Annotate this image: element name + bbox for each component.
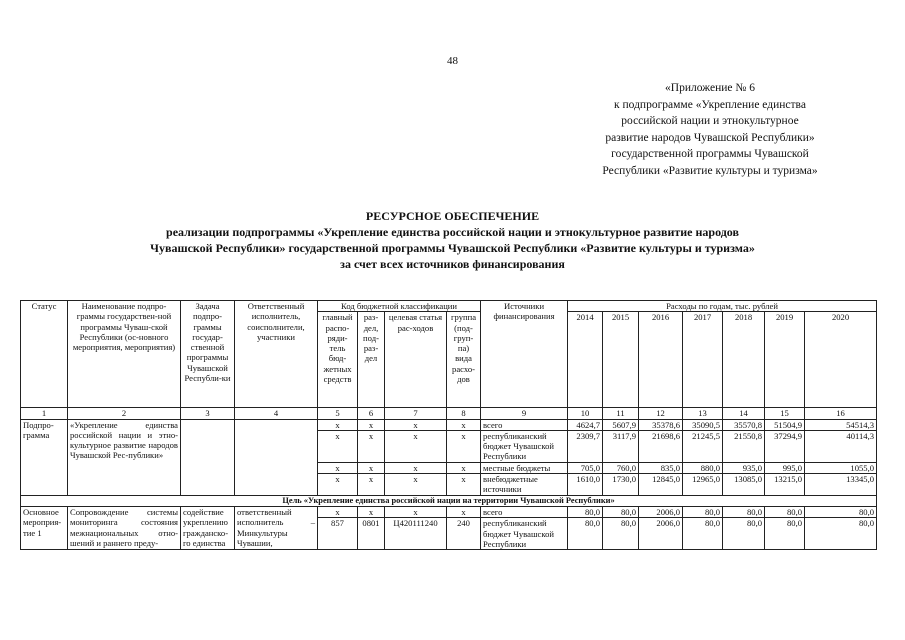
value-cell: 13345,0 [805, 474, 877, 496]
target-cell: x [385, 506, 447, 517]
header-year: 2019 [765, 312, 805, 408]
column-number: 12 [639, 408, 683, 419]
value-cell: 80,0 [683, 518, 723, 550]
value-cell: 13215,0 [765, 474, 805, 496]
column-number-row [21, 408, 877, 419]
appendix-line: к подпрограмме «Укрепление единства [614, 98, 806, 111]
header-executor: Ответственный исполнитель, соисполнители, участники [235, 301, 318, 408]
target-cell: Ц420111240 [385, 518, 447, 550]
value-cell: 80,0 [723, 518, 765, 550]
header-year: 2014 [568, 312, 603, 408]
grbs-cell: 857 [318, 518, 358, 550]
value-cell: 21550,8 [723, 430, 765, 462]
appendix-line: Республики «Развитие культуры и туризма» [602, 164, 818, 177]
column-number: 10 [568, 408, 603, 419]
grbs-cell: x [318, 474, 358, 496]
column-number: 8 [447, 408, 481, 419]
column-number: 16 [805, 408, 877, 419]
header-name: Наименование подпро-граммы государствен-ной программы Чуваш-ской Республики (ос-новного мероприятия, мероприятия) [68, 301, 181, 408]
target-cell: x [385, 419, 447, 430]
title-heading: РЕСУРСНОЕ ОБЕСПЕЧЕНИЕ [365, 209, 540, 223]
column-number: 7 [385, 408, 447, 419]
value-cell: 54514,3 [805, 419, 877, 430]
value-cell: 2006,0 [639, 506, 683, 517]
group-cell: x [447, 506, 481, 517]
title-line: за счет всех источников финансирования [340, 257, 565, 271]
activity-status: Основное мероприя-тие 1 [21, 506, 68, 549]
value-cell: 1610,0 [568, 474, 603, 496]
activity-executor: ответственный исполнитель – Минкультуры Чувашии, [235, 506, 318, 549]
value-cell: 35570,8 [723, 419, 765, 430]
group-cell: x [447, 430, 481, 462]
grbs-cell: x [318, 419, 358, 430]
target-cell: x [385, 430, 447, 462]
value-cell: 995,0 [765, 462, 805, 473]
column-number: 3 [181, 408, 235, 419]
grbs-cell: x [318, 506, 358, 517]
appendix-note [540, 80, 880, 179]
column-number: 15 [765, 408, 805, 419]
header-year: 2015 [603, 312, 639, 408]
column-number: 5 [318, 408, 358, 419]
value-cell: 21698,6 [639, 430, 683, 462]
header-year: 2020 [805, 312, 877, 408]
table-row [21, 419, 877, 430]
header-status: Статус [21, 301, 68, 408]
header-year: 2017 [683, 312, 723, 408]
value-cell: 2309,7 [568, 430, 603, 462]
value-cell: 1055,0 [805, 462, 877, 473]
value-cell: 3117,9 [603, 430, 639, 462]
source-cell: местные бюджеты [481, 462, 568, 473]
header-grbs: главный распо-ряди-тель бюд-жетных средств [318, 312, 358, 408]
value-cell: 935,0 [723, 462, 765, 473]
section-cell: x [358, 474, 385, 496]
activity-name: Сопровождение системы мониторинга состояния межнациональных отно-шений и раннего преду- [68, 506, 181, 549]
column-number: 2 [68, 408, 181, 419]
group-cell: x [447, 462, 481, 473]
table-row [21, 506, 877, 517]
appendix-line: государственной программы Чувашской [611, 148, 809, 160]
value-cell: 12965,0 [683, 474, 723, 496]
source-cell: республиканский бюджет Чувашской Республики [481, 518, 568, 550]
value-cell: 760,0 [603, 462, 639, 473]
group-cell: 240 [447, 518, 481, 550]
column-number: 1 [21, 408, 68, 419]
value-cell: 80,0 [723, 506, 765, 517]
value-cell: 4624,7 [568, 419, 603, 430]
subprogram-name: «Укрепление единства российской нации и этно-культурное развитие народов Чувашской Рес-публики» [68, 419, 181, 495]
column-number: 6 [358, 408, 385, 419]
section-cell: x [358, 430, 385, 462]
source-cell: внебюджетные источники [481, 474, 568, 496]
value-cell: 12845,0 [639, 474, 683, 496]
header-section: раз-дел, под-раз-дел [358, 312, 385, 408]
page-number: 48 [447, 55, 458, 67]
section-cell: 0801 [358, 518, 385, 550]
column-number: 14 [723, 408, 765, 419]
value-cell: 37294,9 [765, 430, 805, 462]
value-cell: 2006,0 [639, 518, 683, 550]
value-cell: 1730,0 [603, 474, 639, 496]
group-cell: x [447, 474, 481, 496]
header-group: группа (под-груп-па) вида расхо-дов [447, 312, 481, 408]
subprogram-task [181, 419, 235, 495]
value-cell: 80,0 [603, 506, 639, 517]
resource-table [20, 300, 877, 550]
value-cell: 35378,6 [639, 419, 683, 430]
header-row [21, 301, 877, 312]
value-cell: 80,0 [568, 518, 603, 550]
appendix-line: «Приложение № 6 [665, 82, 755, 94]
grbs-cell: x [318, 462, 358, 473]
goal-row [21, 495, 877, 506]
source-cell: всего [481, 419, 568, 430]
section-cell: x [358, 506, 385, 517]
appendix-line: развитие народов Чувашской Республики» [605, 131, 815, 144]
column-number: 11 [603, 408, 639, 419]
appendix-line: российской нации и этнокультурное [621, 115, 799, 127]
value-cell: 80,0 [765, 518, 805, 550]
value-cell: 21245,5 [683, 430, 723, 462]
value-cell: 80,0 [805, 506, 877, 517]
value-cell: 13085,0 [723, 474, 765, 496]
header-sources: Источники финансирования [481, 301, 568, 408]
title-line: Чувашской Республики» государственной программы Чувашской Республики «Развитие культуры и туризма» [150, 241, 755, 255]
grbs-cell: x [318, 430, 358, 462]
column-number: 4 [235, 408, 318, 419]
section-cell: x [358, 462, 385, 473]
source-cell: всего [481, 506, 568, 517]
value-cell: 80,0 [603, 518, 639, 550]
value-cell: 80,0 [805, 518, 877, 550]
target-cell: x [385, 462, 447, 473]
source-cell: республиканский бюджет Чувашской Республики [481, 430, 568, 462]
subprogram-status: Подпро-грамма [21, 419, 68, 495]
activity-task: содействие укреплению гражданско-го единства [181, 506, 235, 549]
header-budget-code: Код бюджетной классификации [318, 301, 481, 312]
header-year: 2018 [723, 312, 765, 408]
column-number: 13 [683, 408, 723, 419]
title-line: реализации подпрограммы «Укрепление единства российской нации и этнокультурное развитие народов [166, 225, 739, 239]
value-cell: 835,0 [639, 462, 683, 473]
value-cell: 80,0 [683, 506, 723, 517]
value-cell: 5607,9 [603, 419, 639, 430]
goal-text: Цель «Укрепление единства российской нации на территории Чувашской Республики» [21, 495, 877, 506]
value-cell: 80,0 [568, 506, 603, 517]
header-target: целевая статья рас-ходов [385, 312, 447, 408]
value-cell: 51504,9 [765, 419, 805, 430]
column-number: 9 [481, 408, 568, 419]
header-task: Задача подпро-граммы государ-ственной программы Чувашской Республи-ки [181, 301, 235, 408]
target-cell: x [385, 474, 447, 496]
value-cell: 80,0 [765, 506, 805, 517]
value-cell: 705,0 [568, 462, 603, 473]
document-title [0, 208, 905, 272]
subprogram-executor [235, 419, 318, 495]
header-expenses: Расходы по годам, тыс. рублей [568, 301, 877, 312]
value-cell: 40114,3 [805, 430, 877, 462]
group-cell: x [447, 419, 481, 430]
section-cell: x [358, 419, 385, 430]
value-cell: 880,0 [683, 462, 723, 473]
header-year: 2016 [639, 312, 683, 408]
value-cell: 35090,5 [683, 419, 723, 430]
